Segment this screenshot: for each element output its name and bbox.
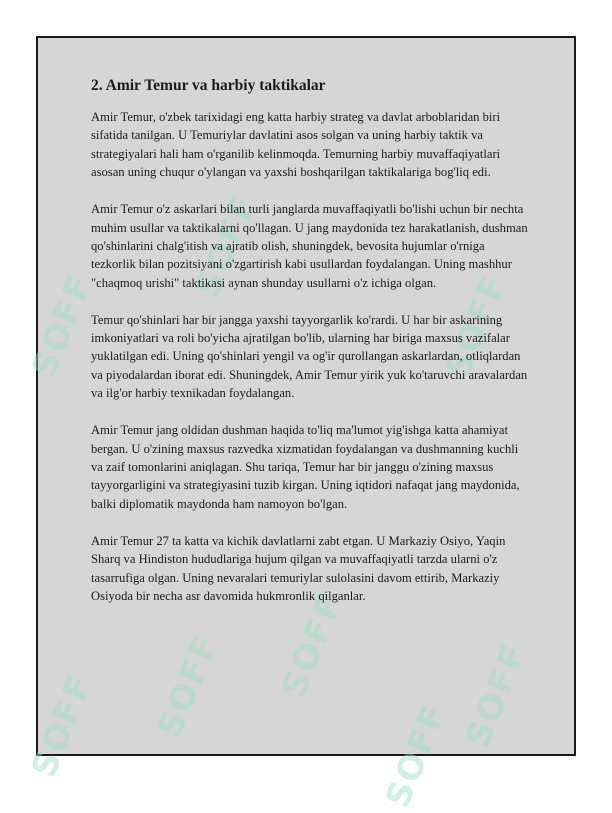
document-body	[91, 76, 531, 624]
watermark-logo: SOFF	[458, 638, 536, 753]
section-heading: 2. Amir Temur va harbiy taktikalar	[91, 77, 326, 94]
paragraph: Amir Temur 27 ta katta va kichik davlatlarni zabt etgan. U Markaziy Osiyo, Yaqin Sharq va Hindiston hududlariga hujum qilgan va muvaffaqiyatli tarzda ularni o'z tasarrufiga olgan. Uning nevaralari temuriylar sulolasini davom ettirib, Markaziy Osiyoda bir necha asr davomida hukmronlik qilganlar.	[91, 533, 506, 603]
watermark-logo: SOFF	[378, 698, 456, 813]
paragraph: Amir Temur, o'zbek tarixidagi eng katta harbiy strateg va davlat arboblaridan biri sifatida tanilgan. U Temuriylar davlatini asos solgan va uning harbiy taktik va strategiyalari hali ham o'rganilib kelinmoqda. Temurning harbiy muvaffaqiyatlari asosan uning chuqur o'ylangan va yaxshi boshqarilgan taktikalariga bog'liq edi.	[91, 110, 501, 180]
paragraph: Amir Temur o'z askarlari bilan turli janglarda muvaffaqiyatli bo'lishi uchun bir nechta muhim usullar va taktikalarni qo'llagan. U jang maydonida tez harakatlanish, dushman qo'shinlarini chalg'itish va ajratib olish, shuningdek, bevosita hujumlar o'rniga tezkorlik bilan pozitsiyani o'zgartirish kabi usullardan foydalangan. Uning mashhur "chaqmoq urishi" taktikasi aynan shunday usullarni o'z ichiga olgan.	[91, 202, 528, 290]
watermark-logo: SOFF	[274, 588, 352, 703]
paragraph: Temur qo'shinlari har bir jangga yaxshi tayyorgarlik ko'rardi. U har bir askarining imkoniyatlari va roli bo'yicha ajratilgan bo'lib, ularning har biriga maxsus vazifalar yuklatilgan edi. Uning qo'shinlari yengil va og'ir qurollangan askarlardan, otliqlardan va piyodalardan iborat edi. Shuningdek, Amir Temur yirik yuk ko'taruvchi aravalardan va ilg'or harbiy texnikadan foydalangan.	[91, 312, 528, 401]
watermark-logo: SOFF	[24, 268, 102, 383]
watermark-logo: SOFF	[188, 188, 266, 303]
paragraph: Amir Temur jang oldidan dushman haqida to'liq ma'lumot yig'ishga katta ahamiyat bergan. U o'zining maxsus razvedka xizmatidan foydalangan va dushmanning kuchli va zaif tomonlarini aniqlagan. Shu tariqa, Temur har bir janggu o'zining maxsus tayyorgarligini va strategiyasini tuzib kirgan. Uning iqtidori nafaqat jang maydonida, balki diplomatik maydonda ham namoyon bo'lgan.	[91, 423, 520, 511]
watermark-logo: SOFF	[24, 668, 102, 783]
watermark-logo: SOFF	[150, 628, 228, 743]
document-sheet	[24, 36, 576, 813]
watermark-logo: SOFF	[438, 268, 516, 383]
